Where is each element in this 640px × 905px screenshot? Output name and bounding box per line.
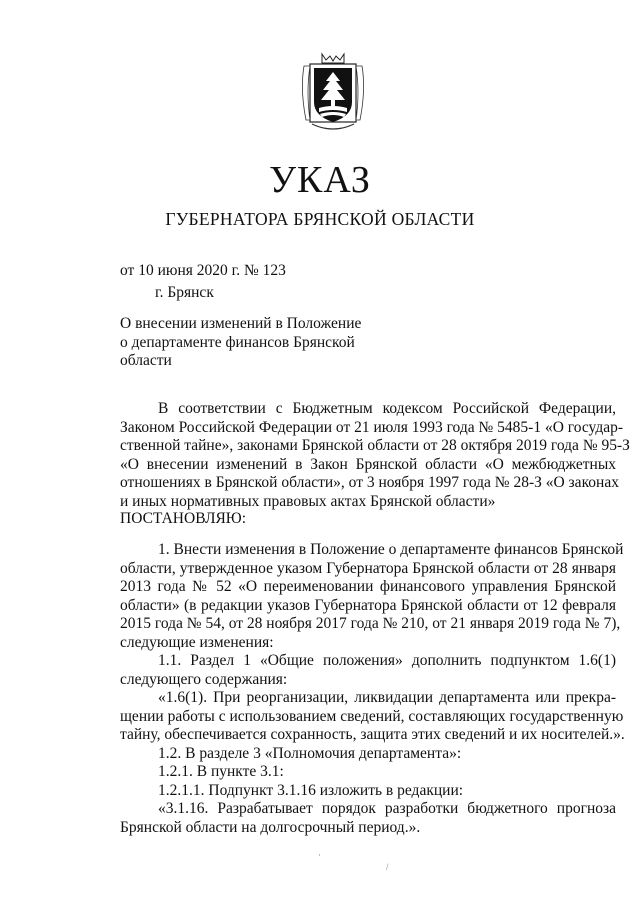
body-line: 2015 года № 54, от 28 ноября 2017 года № 210, от 21 января 2019 года № 7), [120, 615, 621, 632]
decree-word: ПОСТАНОВЛЯЮ: [120, 510, 247, 527]
body-line: «3.1.16. Разрабатывает порядок разработки бюджетного прогноза [158, 800, 616, 817]
document-city: г. Брянск [155, 284, 214, 301]
body-line: «1.6(1). При реорганизации, ликвидации департамента или прекра- [158, 689, 616, 706]
preamble-paragraph [120, 400, 630, 511]
decree-body [120, 541, 625, 837]
document-date-number: от 10 июня 2020 г. № 123 [120, 262, 286, 279]
body-line: 1.2.1.1. Подпункт 3.1.16 изложить в редакции: [158, 781, 464, 799]
body-line: тайну, обеспечивается сохранность, защита этих сведений и их носителей.». [120, 726, 625, 743]
preamble-line: В соответствии с Бюджетным кодексом Российской Федерации, [158, 400, 616, 417]
body-line: следующие изменения: [120, 633, 274, 651]
body-line: Брянской области на долгосрочный период.». [120, 818, 421, 836]
subject-line: О внесении изменений в Положение [120, 315, 362, 332]
body-line: области, утвержденное указом Губернатора Брянской области от 28 января [120, 559, 616, 577]
subject-line: о департаменте финансов Брянской [120, 333, 355, 351]
body-line: щении работы с использованием сведений, составляющих государственную [120, 707, 624, 725]
body-line: области» (в редакции указов Губернатора Брянской области от 12 февраля [120, 596, 616, 614]
preamble-line: отношениях в Брянской области», от 3 ноября 1997 года № 28-З «О законах [120, 474, 619, 491]
preamble-line: ственной тайне», законами Брянской области от 28 октября 2019 года № 95-З [120, 437, 630, 454]
subject-line: области [120, 352, 172, 369]
document-heading: УКАЗ [269, 159, 371, 201]
body-line: 1.2. В разделе 3 «Полномочия департамента»: [158, 744, 462, 762]
scan-speck: / [386, 862, 389, 872]
body-line: следующего содержания: [120, 670, 288, 688]
body-line: 1. Внести изменения в Положение о департаменте финансов Брянской [158, 541, 624, 558]
coat-of-arms-icon [300, 50, 366, 136]
document-subheading: ГУБЕРНАТОРА БРЯНСКОЙ ОБЛАСТИ [165, 209, 475, 229]
preamble-line: Законом Российской Федерации от 21 июля 1993 года № 5485-1 «О государ- [120, 418, 624, 436]
scan-speck: · [318, 850, 321, 860]
body-line: 1.1. Раздел 1 «Общие положения» дополнить подпунктом 1.6(1) [158, 652, 616, 669]
document-subject [120, 315, 370, 371]
body-line: 1.2.1. В пункте 3.1: [158, 763, 284, 780]
preamble-line: «О внесении изменений в Закон Брянской области «О межбюджетных [120, 455, 616, 473]
preamble-line: и иных нормативных правовых актах Брянской области» [120, 492, 496, 510]
body-line: 2013 года № 52 «О переименовании финансового управления Брянской [120, 578, 616, 595]
